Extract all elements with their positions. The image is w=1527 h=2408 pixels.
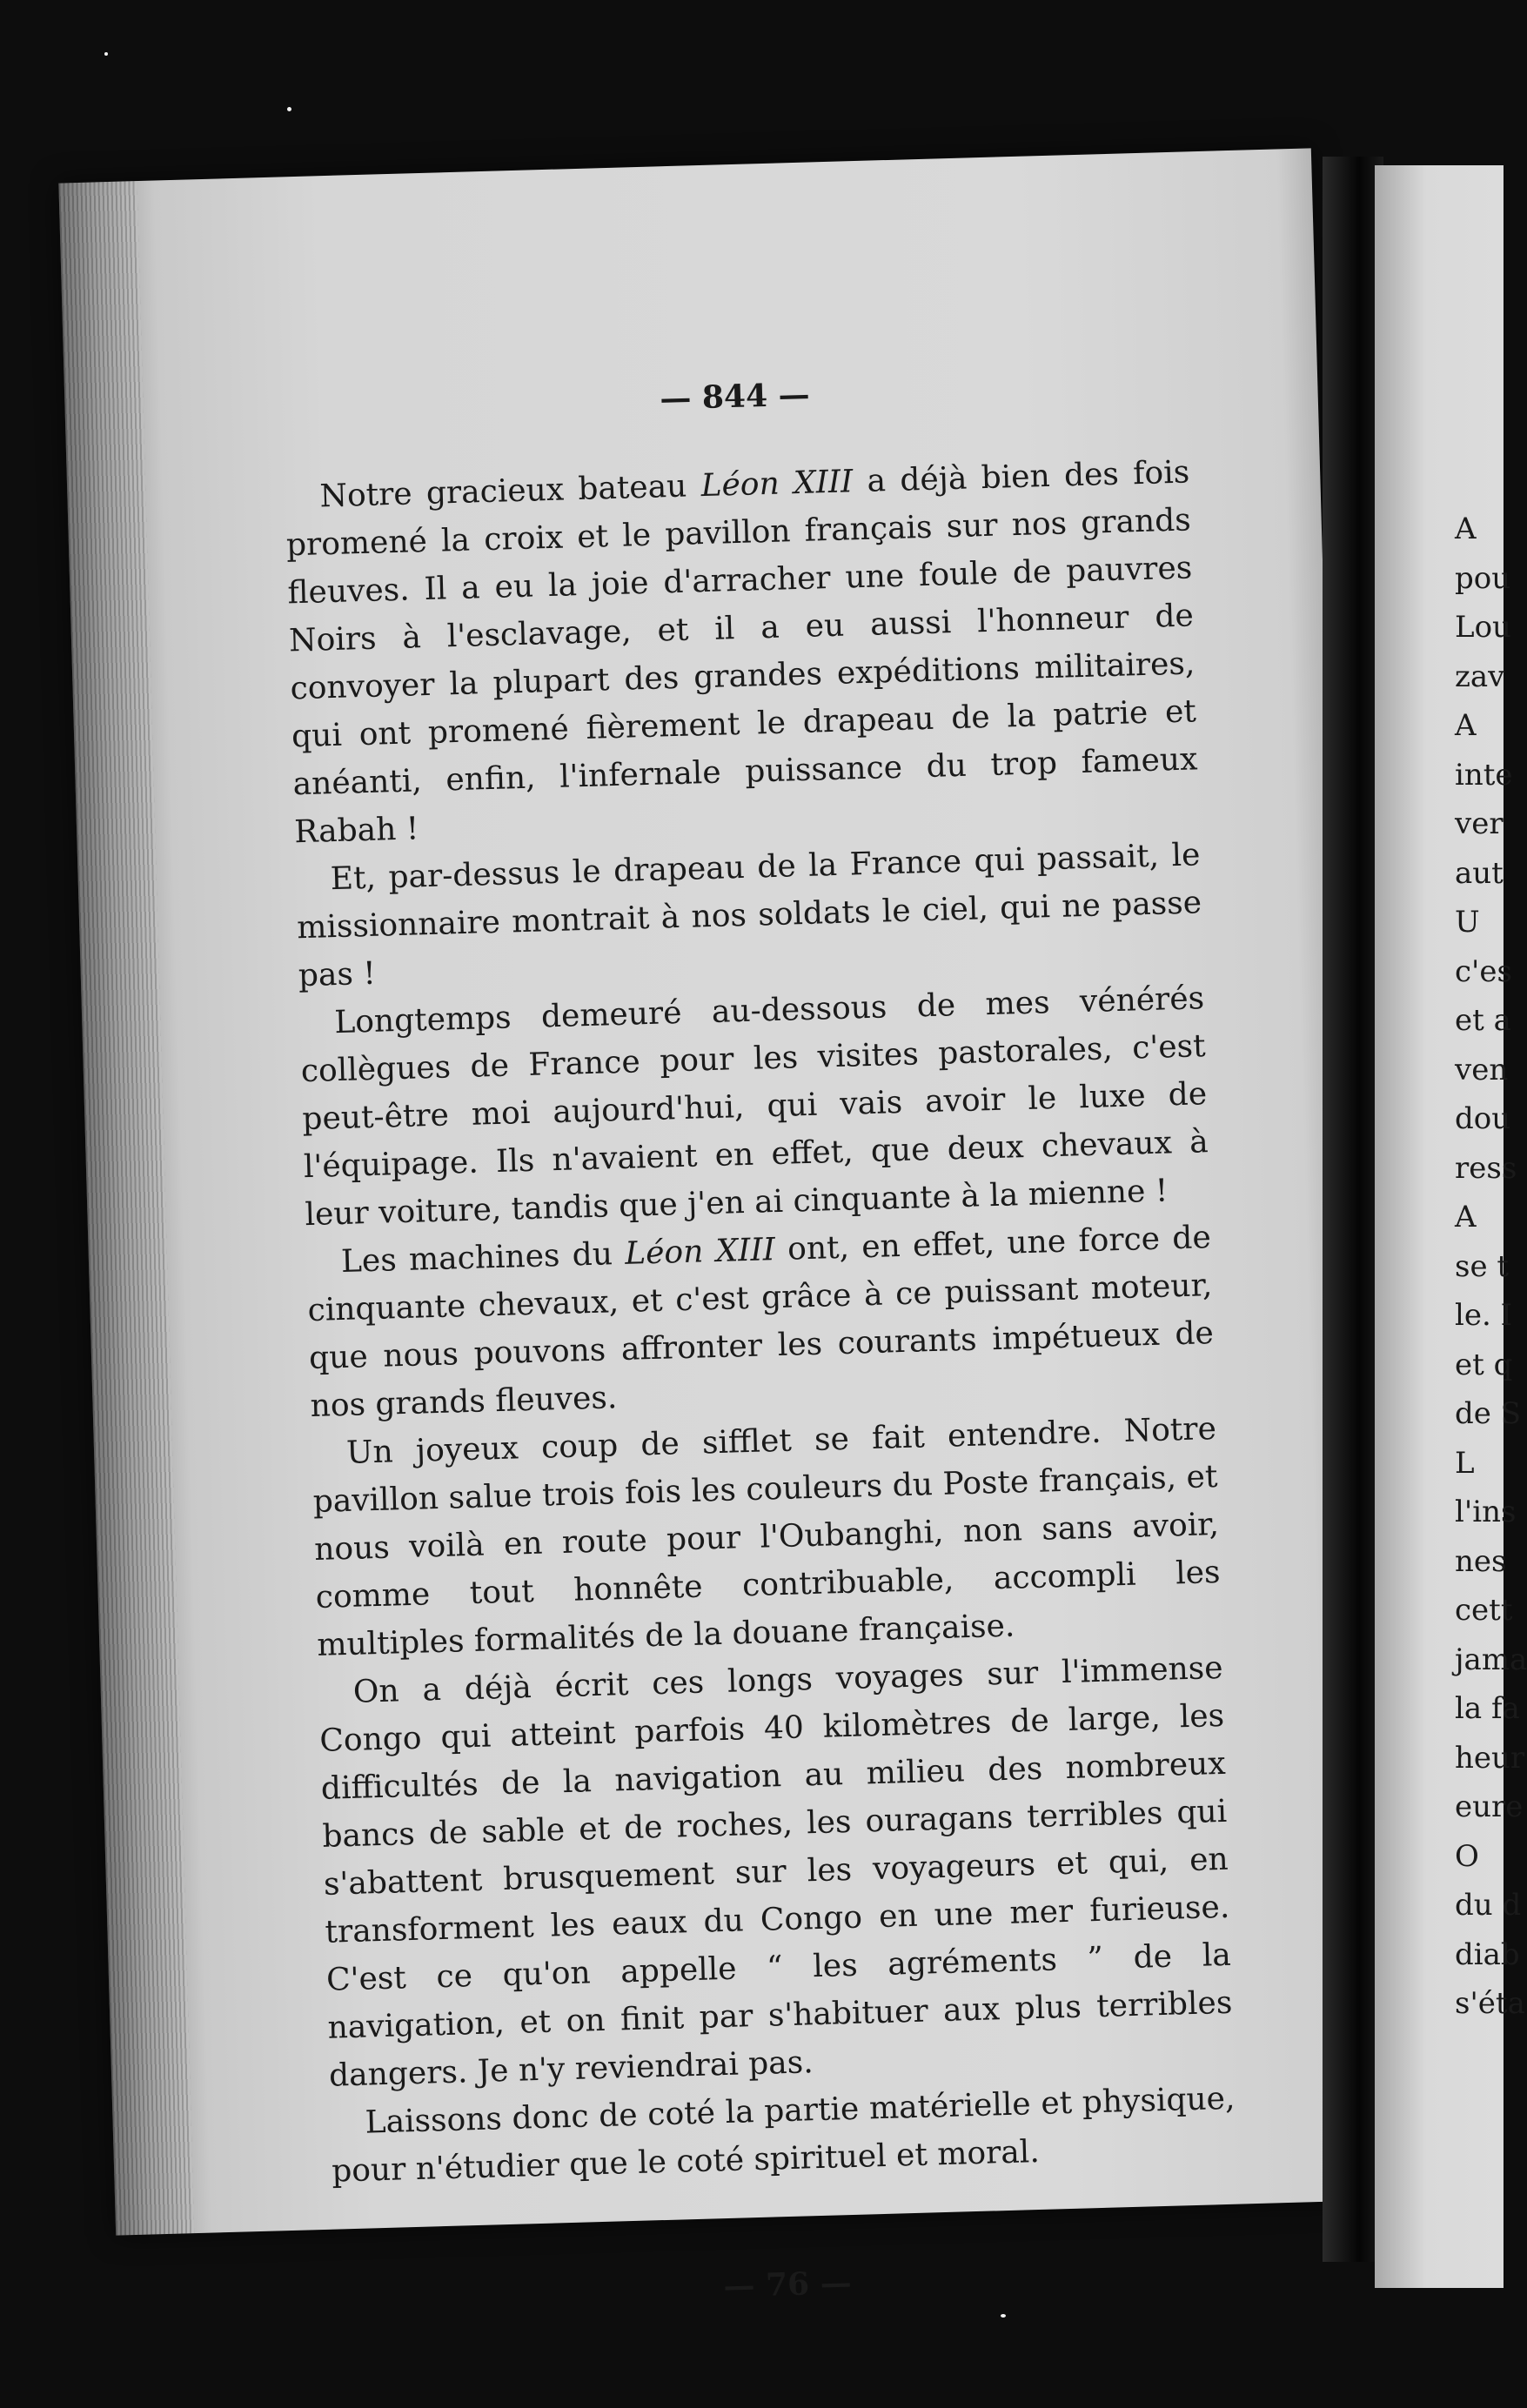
- facing-page-line: pou: [1455, 560, 1511, 596]
- paragraph-text: Longtemps demeuré au-dessous de mes vénérés collègues de France pour les visites pastorales, c'est peut-être moi aujourd'hui, qui vais avoir le luxe de l'équipage. Ils n'avaient en effet, que deux chevaux à leur voiture, tandis que j'en ai cinquante à la mienne !: [300, 980, 1209, 1234]
- facing-page-line: jama: [1455, 1642, 1527, 1677]
- page-header-number: — 844 —: [659, 376, 811, 418]
- facing-page-line: L: [1455, 1445, 1475, 1481]
- facing-page-line: A: [1455, 512, 1477, 546]
- paragraph-text: Laissons donc de coté la partie matérielle et physique, pour n'étudier que le coté spirituel et moral.: [331, 2080, 1236, 2190]
- paragraph-text: a déjà bien des fois promené la croix et le pavillon français sur nos grands fleuves. Il a eu la joie d'arracher une foule de pauvres Noirs à l'esclavage, et il a eu aussi l'honneur de convoyer la plupart des grandes expéditions militaires, qui ont promené fièrement le drapeau de la patrie et anéanti, enfin, l'infernale puissance du trop fameux Rabah !: [285, 454, 1198, 851]
- paragraph-text: On a déjà écrit ces longs voyages sur l'immense Congo qui atteint parfois 40 kilomètres de large, les difficultés de la navigation au milieu des nombreux bancs de sable et de roches, les ouragans terribles qui s'abattent brusquement sur les voyageurs et qui, en transforment les eaux du Congo en une mer furieuse. C'est ce qu'on appelle “ les agréments ” de la navigation, et on finit par s'habituer aux plus terribles dangers. Je n'y reviendrai pas.: [318, 1649, 1233, 2094]
- facing-page-line: ress: [1455, 1150, 1517, 1186]
- paragraph: [318, 1644, 1234, 2100]
- facing-page-line: le. I: [1455, 1298, 1513, 1333]
- facing-page-line: du d: [1455, 1888, 1522, 1923]
- right-page-edge: [1375, 165, 1527, 2288]
- facing-page-line: l'ins: [1455, 1495, 1517, 1529]
- page-text: [282, 360, 1241, 2321]
- facing-page-line: s'éta: [1455, 1986, 1525, 2021]
- facing-page-line: O: [1455, 1838, 1479, 1874]
- facing-page-line: et a: [1455, 1003, 1511, 1038]
- facing-page-line: la fa: [1455, 1691, 1520, 1726]
- facing-page-line: aut: [1455, 855, 1504, 891]
- paragraph-text: Les machines du: [340, 1235, 626, 1280]
- facing-page-line: Lou: [1455, 610, 1511, 645]
- facing-page-line: ven: [1455, 1052, 1509, 1087]
- paragraph-list: [285, 448, 1237, 2195]
- facing-page-line: heur: [1455, 1740, 1525, 1776]
- dust-speck: [287, 107, 291, 111]
- paragraph: [311, 1405, 1222, 1669]
- page-footer-number: — 76 —: [722, 2264, 853, 2305]
- facing-page-text: [1455, 505, 1527, 2029]
- paragraph-text: Et, par-dessus le drapeau de la France qui passait, le missionnaire montrait à nos soldats le ciel, qui ne passe pas !: [296, 837, 1202, 994]
- facing-page-line: de S: [1455, 1396, 1521, 1431]
- paragraph: [285, 448, 1200, 856]
- paragraph: [295, 831, 1203, 1000]
- dust-speck: [104, 52, 108, 56]
- paragraph-text: Notre gracieux bateau: [318, 468, 702, 515]
- paragraph: [299, 974, 1210, 1239]
- left-page: [58, 148, 1368, 2305]
- facing-page-line: diab: [1455, 1936, 1520, 1972]
- facing-page-line: et q: [1455, 1347, 1513, 1382]
- paragraph-text: Un joyeux coup de sifflet se fait entendre. Notre pavillon salue trois fois les couleurs du Poste français, et nous voilà en route pour l'Oubanghi, non sans avoir, comme tout honnête contribuable, accompli les multiples formalités de la douane française.: [312, 1410, 1222, 1663]
- dust-speck: [1001, 2314, 1006, 2318]
- ship-name: Léon XIII: [624, 1232, 776, 1272]
- facing-page-line: eure: [1455, 1789, 1524, 1824]
- facing-page-line: A: [1455, 708, 1477, 743]
- facing-page-line: U: [1455, 905, 1480, 940]
- facing-page-line: ver: [1455, 806, 1504, 841]
- facing-page-line: nes: [1455, 1543, 1507, 1579]
- paragraph: [305, 1214, 1216, 1430]
- facing-page-line: inte: [1455, 757, 1513, 793]
- paragraph-text: ont, en effet, une force de cinquante chevaux, et c'est grâce à ce puissant moteur, que nous pouvons affronter les courants impétueux de nos grands fleuves.: [307, 1220, 1215, 1425]
- facing-page-line: cett: [1455, 1593, 1513, 1628]
- facing-page-line: zav: [1455, 659, 1505, 694]
- ship-name: Léon XIII: [700, 464, 854, 505]
- facing-page-line: A: [1455, 1200, 1477, 1234]
- facing-page-line: se t: [1455, 1248, 1510, 1284]
- facing-page-line: dou: [1455, 1101, 1511, 1136]
- facing-page-line: c'es: [1455, 953, 1512, 989]
